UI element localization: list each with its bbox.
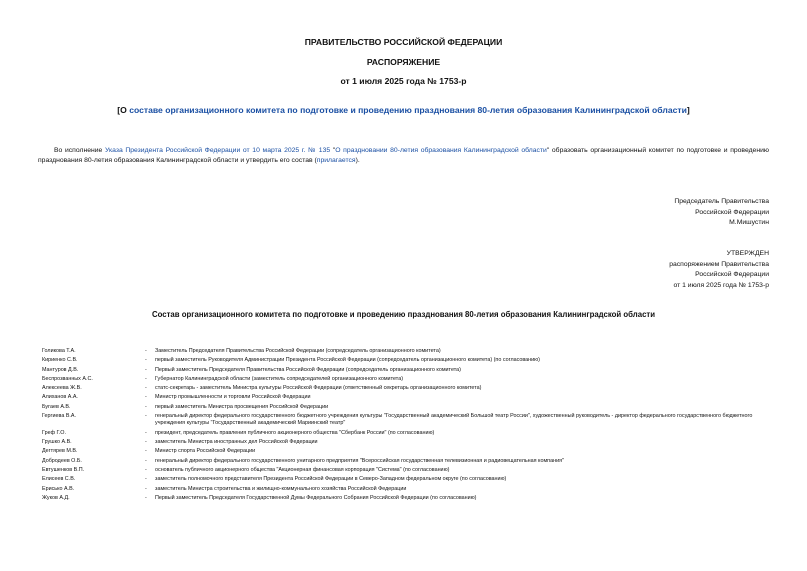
member-position: заместитель полномочного представителя Президента Российской Федерации в Северо-Западном федеральном округе (по согласованию) xyxy=(155,476,507,483)
member-name: Жуков А.Д. xyxy=(42,494,70,501)
document-title xyxy=(0,105,807,115)
member-position: статс-секретарь - заместитель Министра культуры Российской Федерации (ответственный секретарь организационного комитета) xyxy=(155,385,482,392)
member-dash: - xyxy=(145,357,147,364)
member-row xyxy=(42,404,772,411)
member-row xyxy=(42,458,772,465)
government-name: ПРАВИТЕЛЬСТВО РОССИЙСКОЙ ФЕДЕРАЦИИ xyxy=(304,37,503,47)
member-position: заместитель Министра иностранных дел Российской Федерации xyxy=(155,439,318,446)
approved-line1: распоряжением Правительства xyxy=(669,260,769,268)
signature-position-line2: Российской Федерации xyxy=(695,208,769,216)
member-row xyxy=(42,376,772,383)
member-position: заместитель Министра строительства и жилищно-коммунального хозяйства Российской Федерации xyxy=(155,485,407,492)
member-row xyxy=(42,348,772,355)
member-dash: - xyxy=(145,448,147,455)
member-name: Ерисько А.В. xyxy=(42,485,75,492)
member-dash: - xyxy=(145,348,147,354)
member-name: Елисеев С.В. xyxy=(42,476,76,483)
member-position: первый заместитель Руководителя Администрации Президента Российской Федерации (сопредседатель организационного комитета) (по согласованию) xyxy=(155,357,540,364)
member-dash: - xyxy=(145,466,147,473)
approved-line2: Российской Федерации xyxy=(695,271,769,279)
member-position: Заместитель Председателя Правительства Российской Федерации (сопредседатель организационного комитета) xyxy=(155,348,441,354)
member-row xyxy=(42,495,772,502)
member-dash: - xyxy=(145,413,147,420)
decree-title-link[interactable]: О праздновании 80-летия образования Калининградской области xyxy=(335,147,547,154)
member-position: генеральный директор федерального государственного унитарного предприятия "Всероссийская государственная телевизионная и радиовещательная компания" xyxy=(155,457,564,464)
member-position: первый заместитель Министра просвещения Российской Федерации xyxy=(155,403,329,410)
member-dash: - xyxy=(145,366,147,373)
approved-label: УТВЕРЖДЕН xyxy=(726,250,769,257)
member-name: Гергиева В.А. xyxy=(42,413,77,420)
signature-block xyxy=(674,197,769,229)
title-prefix: О xyxy=(120,105,130,115)
member-row xyxy=(42,413,772,428)
member-name: Дегтярев М.В. xyxy=(42,448,78,455)
member-name: Мантуров Д.В. xyxy=(42,366,79,373)
members-list xyxy=(42,348,772,504)
member-name: Греф Г.О. xyxy=(42,429,66,436)
member-position: президент, председатель правления публичного акционерного общества "Сбербанк России" (по согласованию) xyxy=(155,429,435,436)
member-dash: - xyxy=(145,394,147,401)
member-dash: - xyxy=(145,403,147,410)
approved-line3: от 1 июля 2025 года № 1753-р xyxy=(673,281,769,289)
decree-paragraph xyxy=(38,146,769,166)
member-name: Кириенко С.В. xyxy=(42,357,78,364)
member-name: Беспрозванных А.С. xyxy=(42,375,93,382)
member-dash: - xyxy=(145,375,147,382)
quote-open: " xyxy=(330,147,336,154)
member-name: Грушко А.В. xyxy=(42,439,72,446)
approved-block xyxy=(669,249,769,291)
document-type: РАСПОРЯЖЕНИЕ xyxy=(366,57,441,67)
member-name: Алиханов А.А. xyxy=(42,394,78,401)
member-row xyxy=(42,367,772,374)
member-dash: - xyxy=(145,429,147,436)
signature-position-line1: Председатель Правительства xyxy=(674,198,769,205)
member-dash: - xyxy=(145,476,147,483)
member-row xyxy=(42,439,772,446)
member-name: Евтушенков В.П. xyxy=(42,466,85,473)
paragraph-tail: ). xyxy=(355,157,360,164)
member-row xyxy=(42,467,772,474)
member-dash: - xyxy=(145,457,147,464)
member-position: основатель публичного акционерного общества "Акционерная финансовая корпорация "Система" (по согласованию) xyxy=(155,466,450,473)
composition-title: Состав организационного комитета по подготовке и проведению празднования 80-летия образования Калининградской области xyxy=(151,310,656,319)
member-dash: - xyxy=(145,485,147,492)
member-row xyxy=(42,476,772,483)
signature-name: М.Мишустин xyxy=(729,219,769,227)
member-dash: - xyxy=(145,439,147,446)
attached-link[interactable]: прилагается xyxy=(316,157,356,164)
member-row xyxy=(42,385,772,392)
decree-link[interactable]: Указа Президента Российской Федерации от 10 марта 2025 г. № 135 xyxy=(104,147,331,154)
title-link[interactable]: составе организационного комитета по подготовке и проведению празднования 80-летия образования Калининградской области xyxy=(129,105,687,115)
document-date-number: от 1 июля 2025 года № 1753-р xyxy=(340,76,467,86)
member-row xyxy=(42,430,772,437)
title-bracket-open: [ xyxy=(117,105,121,115)
title-bracket-close: ] xyxy=(686,105,690,115)
member-position: Министр промышленности и торговли Российской Федерации xyxy=(155,394,311,401)
member-dash: - xyxy=(145,385,147,392)
paragraph-body: " образовать организационный комитет по подготовке и проведению празднования 80-летия образования Калининградской области и утвердить его состав ( xyxy=(38,147,769,164)
member-name: Добродеев О.Б. xyxy=(42,457,82,464)
member-position: генеральный директор федерального государственного бюджетного учреждения культуры "Государственный академический Большой театр России", художественный руководитель - директор федерального государственного бюджетного учреждения культуры "Государственный академический Мариинский театр" xyxy=(155,413,753,427)
member-position: Губернатор Калининградской области (заместитель сопредседателей организационного комитета) xyxy=(155,375,403,382)
paragraph-lead: Во исполнение xyxy=(54,147,105,154)
member-position: Первый заместитель Председателя Правительства Российской Федерации (сопредседатель организационного комитета) xyxy=(155,366,461,373)
member-row xyxy=(42,357,772,364)
member-name: Бугаев А.В. xyxy=(42,403,71,410)
member-row xyxy=(42,448,772,455)
member-dash: - xyxy=(145,494,147,501)
member-name: Алексеева Ж.В. xyxy=(42,385,82,392)
member-position: Министр спорта Российской Федерации xyxy=(155,448,256,455)
member-position: Первый заместитель Председателя Государственной Думы Федерального Собрания Российской Федерации (по согласованию) xyxy=(155,494,477,501)
member-row xyxy=(42,486,772,493)
member-name: Голикова Т.А. xyxy=(42,348,76,354)
member-row xyxy=(42,394,772,401)
